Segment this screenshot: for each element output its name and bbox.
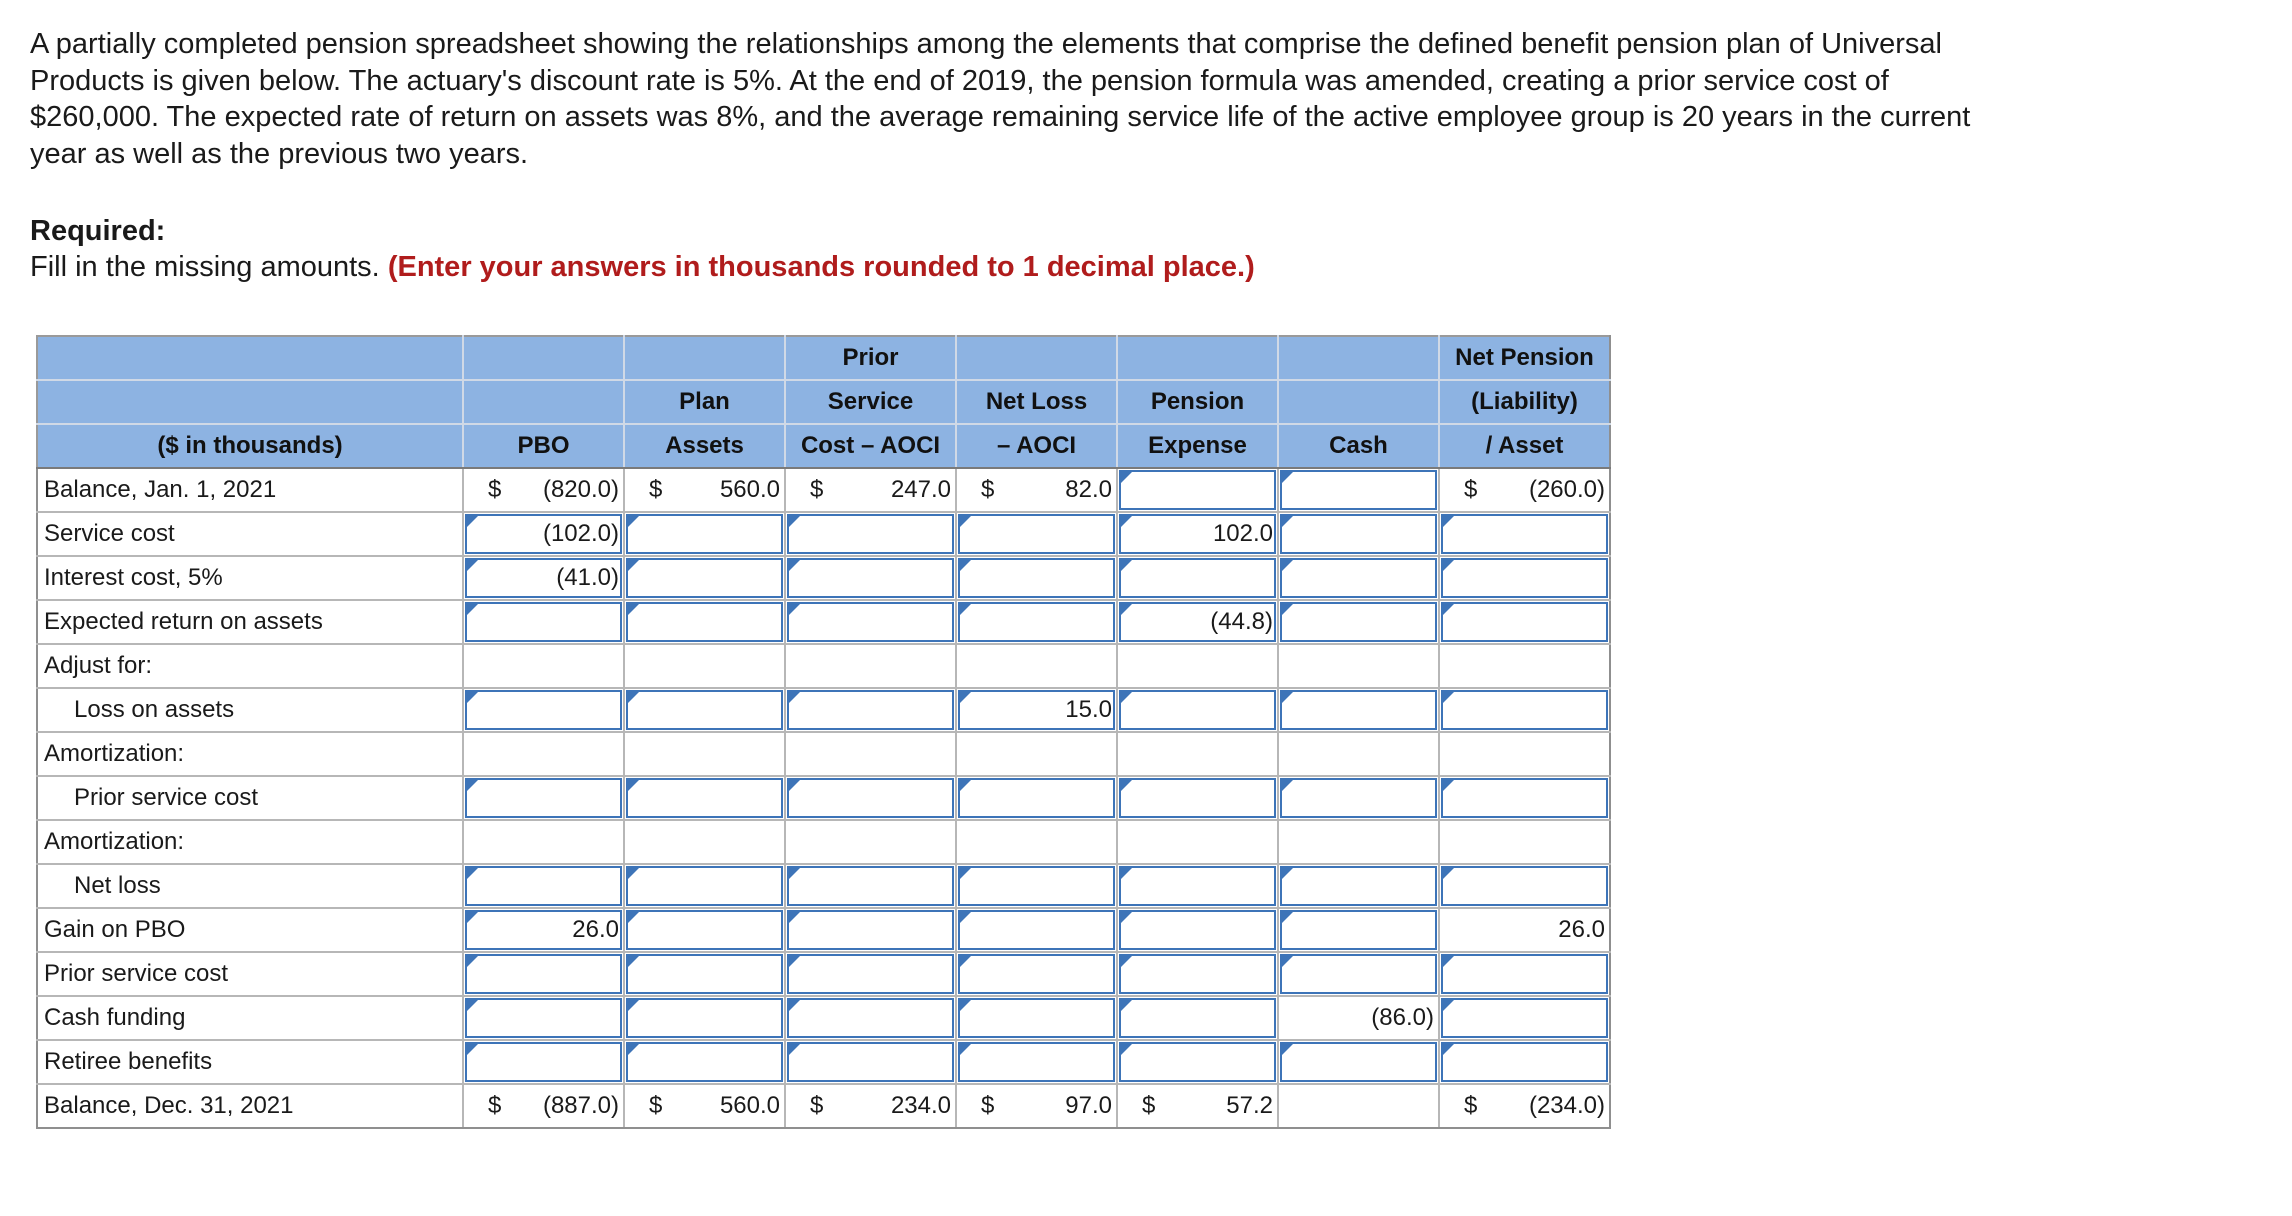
- answer-input[interactable]: [465, 866, 622, 906]
- row-service-cost: [37, 512, 1610, 556]
- header-net-line2: (Liability): [1439, 380, 1610, 424]
- cell-net-pension: [1439, 996, 1610, 1040]
- cell-value: 560.0: [719, 476, 780, 503]
- dollar-sign: $: [810, 476, 824, 503]
- cell-plan-assets: [624, 1040, 785, 1084]
- cell-value: (260.0): [1528, 476, 1605, 503]
- cell-net-loss: [956, 864, 1117, 908]
- cell-value: 26.0: [1558, 916, 1605, 943]
- cell-net-pension: [1439, 1084, 1610, 1128]
- cell-psc: [785, 688, 956, 732]
- row-balance-jan: [37, 468, 1610, 512]
- answer-input[interactable]: [1280, 910, 1437, 950]
- row-label: Loss on assets: [37, 688, 463, 732]
- required-instruction: [30, 249, 1255, 285]
- cell-empty: [463, 644, 624, 688]
- header-row-1: [37, 336, 1610, 380]
- cell-value: (234.0): [1528, 1092, 1605, 1119]
- cell-expense: [1117, 1040, 1278, 1084]
- row-interest-cost: [37, 556, 1610, 600]
- cell-empty: [624, 644, 785, 688]
- cell-pbo: [463, 688, 624, 732]
- answer-input[interactable]: [626, 558, 783, 598]
- row-loss-on-assets: [37, 688, 1610, 732]
- answer-input[interactable]: [958, 778, 1115, 818]
- cell-plan-assets: [624, 996, 785, 1040]
- answer-input[interactable]: [1119, 998, 1276, 1038]
- dollar-sign: $: [1464, 1092, 1478, 1119]
- dollar-sign: $: [1464, 476, 1478, 503]
- row-net-loss-amortization: [37, 864, 1610, 908]
- cell-pbo: [463, 864, 624, 908]
- cell-value: (41.0): [556, 564, 619, 591]
- answer-input[interactable]: [1119, 470, 1276, 510]
- cell-expense: [1117, 908, 1278, 952]
- cell-net-pension: [1439, 512, 1610, 556]
- cell-pbo: [463, 468, 624, 512]
- answer-input[interactable]: [626, 954, 783, 994]
- answer-input[interactable]: [1280, 514, 1437, 554]
- cell-value: (86.0): [1371, 1004, 1434, 1031]
- cell-pbo: [463, 996, 624, 1040]
- answer-input[interactable]: [1119, 910, 1276, 950]
- cell-empty: [785, 820, 956, 864]
- cell-pbo: [463, 600, 624, 644]
- cell-empty: [1117, 820, 1278, 864]
- answer-input[interactable]: [1119, 1042, 1276, 1082]
- dollar-sign: $: [488, 1092, 502, 1119]
- header-net-line1: Net Pension: [1439, 336, 1610, 380]
- answer-input[interactable]: [1441, 514, 1608, 554]
- answer-input[interactable]: [626, 778, 783, 818]
- cell-psc: [785, 952, 956, 996]
- cell-plan-assets: [624, 776, 785, 820]
- cell-empty: [785, 644, 956, 688]
- answer-input[interactable]: [1280, 470, 1437, 510]
- answer-input[interactable]: [465, 602, 622, 642]
- dollar-sign: $: [981, 1092, 995, 1119]
- row-retiree-benefits: [37, 1040, 1610, 1084]
- cell-expense: [1117, 468, 1278, 512]
- header-row-3: [37, 424, 1610, 468]
- cell-value: 82.0: [1065, 476, 1112, 503]
- cell-empty: [956, 820, 1117, 864]
- header-expense-line2: Expense: [1117, 424, 1278, 468]
- row-label: Expected return on assets: [37, 600, 463, 644]
- row-label: Retiree benefits: [37, 1040, 463, 1084]
- dollar-sign: $: [488, 476, 502, 503]
- cell-empty: [1439, 644, 1610, 688]
- row-label: Cash funding: [37, 996, 463, 1040]
- header-cell: [37, 380, 463, 424]
- dollar-sign: $: [1142, 1092, 1156, 1119]
- answer-input[interactable]: [1119, 690, 1276, 730]
- answer-input[interactable]: [465, 954, 622, 994]
- header-net-line3: / Asset: [1439, 424, 1610, 468]
- cell-psc: [785, 468, 956, 512]
- answer-input[interactable]: [787, 998, 954, 1038]
- cell-value: (820.0): [542, 476, 619, 503]
- row-label: Service cost: [37, 512, 463, 556]
- answer-input[interactable]: [1441, 998, 1608, 1038]
- answer-input[interactable]: [1119, 954, 1276, 994]
- row-label: Prior service cost: [37, 952, 463, 996]
- answer-input[interactable]: [465, 998, 622, 1038]
- cell-value: 560.0: [719, 1092, 780, 1119]
- cell-empty: [956, 644, 1117, 688]
- cell-cash: [1278, 952, 1439, 996]
- answer-input[interactable]: [1280, 690, 1437, 730]
- header-cell: [1278, 380, 1439, 424]
- answer-input[interactable]: [1441, 602, 1608, 642]
- answer-input[interactable]: [626, 866, 783, 906]
- row-prior-service-cost-amortization: [37, 776, 1610, 820]
- cell-net-loss: [956, 556, 1117, 600]
- answer-input[interactable]: [626, 1042, 783, 1082]
- cell-plan-assets: [624, 952, 785, 996]
- dollar-sign: $: [649, 1092, 663, 1119]
- cell-cash: [1278, 908, 1439, 952]
- required-text: Fill in the missing amounts.: [30, 251, 380, 283]
- row-adjust-for: [37, 644, 1610, 688]
- cell-empty: [1439, 732, 1610, 776]
- dollar-sign: $: [981, 476, 995, 503]
- cell-psc: [785, 556, 956, 600]
- header-cell: [463, 336, 624, 380]
- header-pbo: PBO: [463, 424, 624, 468]
- header-cell: [463, 380, 624, 424]
- cell-value: (887.0): [542, 1092, 619, 1119]
- row-label: Gain on PBO: [37, 908, 463, 952]
- cell-plan-assets: [624, 864, 785, 908]
- cell-empty: [956, 732, 1117, 776]
- answer-input[interactable]: [465, 690, 622, 730]
- answer-input[interactable]: [787, 954, 954, 994]
- header-psc-line1: Prior: [785, 336, 956, 380]
- cell-value: 97.0: [1065, 1092, 1112, 1119]
- cell-pbo: [463, 952, 624, 996]
- answer-input[interactable]: [1280, 778, 1437, 818]
- cell-value: (102.0): [542, 520, 619, 547]
- answer-input[interactable]: [958, 558, 1115, 598]
- cell-empty: [1278, 732, 1439, 776]
- cell-net-pension: [1439, 600, 1610, 644]
- row-gain-on-pbo: [37, 908, 1610, 952]
- cell-cash: [1278, 600, 1439, 644]
- cell-pbo: [463, 1084, 624, 1128]
- header-row-2: [37, 380, 1610, 424]
- answer-input[interactable]: [958, 602, 1115, 642]
- header-netloss-line1: Net Loss: [956, 380, 1117, 424]
- answer-input[interactable]: [1119, 778, 1276, 818]
- cell-net-pension: [1439, 908, 1610, 952]
- cell-cash: [1278, 864, 1439, 908]
- cell-empty: [624, 732, 785, 776]
- cell-cash: [1278, 468, 1439, 512]
- answer-input[interactable]: [1280, 558, 1437, 598]
- answer-input[interactable]: [787, 778, 954, 818]
- cell-plan-assets: [624, 600, 785, 644]
- answer-input[interactable]: [958, 1042, 1115, 1082]
- cell-expense: [1117, 996, 1278, 1040]
- required-note: (Enter your answers in thousands rounded to 1 decimal place.): [387, 251, 1255, 283]
- cell-empty: [1117, 644, 1278, 688]
- cell-expense: [1117, 776, 1278, 820]
- cell-expense: [1117, 688, 1278, 732]
- pension-spreadsheet: [36, 335, 1611, 1129]
- cell-net-loss: [956, 908, 1117, 952]
- cell-net-loss: [956, 996, 1117, 1040]
- cell-empty: [1278, 820, 1439, 864]
- row-label: Adjust for:: [37, 644, 463, 688]
- cell-value: (44.8): [1210, 608, 1273, 635]
- answer-input[interactable]: [1441, 954, 1608, 994]
- cell-pbo: [463, 556, 624, 600]
- cell-pbo: [463, 1040, 624, 1084]
- answer-input[interactable]: [1280, 866, 1437, 906]
- cell-expense: [1117, 864, 1278, 908]
- cell-net-pension: [1439, 556, 1610, 600]
- answer-input[interactable]: [1441, 690, 1608, 730]
- cell-expense: [1117, 1084, 1278, 1128]
- row-label: Amortization:: [37, 732, 463, 776]
- header-expense-line1: Pension: [1117, 380, 1278, 424]
- cell-expense: [1117, 512, 1278, 556]
- cell-plan-assets: [624, 556, 785, 600]
- answer-input[interactable]: [787, 690, 954, 730]
- answer-input[interactable]: [1280, 1042, 1437, 1082]
- cell-net-loss: [956, 776, 1117, 820]
- cell-pbo: [463, 776, 624, 820]
- row-prior-service-cost: [37, 952, 1610, 996]
- answer-input[interactable]: [787, 866, 954, 906]
- cell-psc: [785, 864, 956, 908]
- answer-input[interactable]: [787, 910, 954, 950]
- answer-input[interactable]: [1441, 778, 1608, 818]
- cell-value: 15.0: [1065, 696, 1112, 723]
- cell-plan-assets: [624, 468, 785, 512]
- row-label: Net loss: [37, 864, 463, 908]
- header-psc-line2: Service: [785, 380, 956, 424]
- cell-value: 102.0: [1212, 520, 1273, 547]
- cell-net-loss: [956, 468, 1117, 512]
- cell-plan-assets: [624, 512, 785, 556]
- header-cell: [1117, 336, 1278, 380]
- cell-cash: [1278, 776, 1439, 820]
- cell-net-pension: [1439, 776, 1610, 820]
- answer-input[interactable]: [1441, 866, 1608, 906]
- answer-input[interactable]: [1441, 558, 1608, 598]
- cell-pbo: [463, 908, 624, 952]
- answer-input[interactable]: [626, 602, 783, 642]
- answer-input[interactable]: [787, 602, 954, 642]
- row-cash-funding: [37, 996, 1610, 1040]
- cell-net-pension: [1439, 864, 1610, 908]
- answer-input[interactable]: [958, 998, 1115, 1038]
- header-cell: [956, 336, 1117, 380]
- row-label: Amortization:: [37, 820, 463, 864]
- cell-cash: [1278, 996, 1439, 1040]
- answer-input[interactable]: [626, 998, 783, 1038]
- answer-input[interactable]: [958, 866, 1115, 906]
- answer-input[interactable]: [958, 514, 1115, 554]
- header-plan-assets-line1: Plan: [624, 380, 785, 424]
- cell-net-loss: [956, 600, 1117, 644]
- row-amortization-2: [37, 820, 1610, 864]
- header-cell: [1278, 336, 1439, 380]
- answer-input[interactable]: [465, 778, 622, 818]
- cell-value: 57.2: [1226, 1092, 1273, 1119]
- cell-cash: [1278, 556, 1439, 600]
- answer-input[interactable]: [1119, 558, 1276, 598]
- cell-cash: [1278, 688, 1439, 732]
- problem-intro: A partially completed pension spreadsheet showing the relationships among the elements that comprise the defined benefit pension plan of Universal Products is given below. The actuary's discount rate is 5%. At the end of 2019, the pension formula was amended, creating a prior service cost of $260,000. The expected rate of return on assets was 8%, and the average remaining service life of the active employee group is 20 years in the current year as well as the previous two years.: [30, 28, 1971, 170]
- cell-empty: [624, 820, 785, 864]
- answer-input[interactable]: [626, 910, 783, 950]
- cell-psc: [785, 512, 956, 556]
- cell-empty: [463, 732, 624, 776]
- answer-input[interactable]: [626, 690, 783, 730]
- cell-value: 247.0: [890, 476, 951, 503]
- cell-expense: [1117, 600, 1278, 644]
- dollar-sign: $: [810, 1092, 824, 1119]
- header-cell: [624, 336, 785, 380]
- cell-net-pension: [1439, 1040, 1610, 1084]
- dollar-sign: $: [649, 476, 663, 503]
- cell-psc: [785, 1040, 956, 1084]
- cell-empty: [785, 732, 956, 776]
- cell-value: 26.0: [572, 916, 619, 943]
- row-label: Balance, Dec. 31, 2021: [37, 1084, 463, 1128]
- row-balance-dec: [37, 1084, 1610, 1128]
- cell-net-pension: [1439, 468, 1610, 512]
- row-label: Interest cost, 5%: [37, 556, 463, 600]
- cell-net-loss: [956, 1084, 1117, 1128]
- cell-empty: [1278, 644, 1439, 688]
- row-amortization-1: [37, 732, 1610, 776]
- cell-empty: [1117, 732, 1278, 776]
- answer-input[interactable]: [958, 954, 1115, 994]
- header-netloss-line2: – AOCI: [956, 424, 1117, 468]
- cell-psc: [785, 1084, 956, 1128]
- cell-expense: [1117, 952, 1278, 996]
- cell-plan-assets: [624, 908, 785, 952]
- cell-net-loss: [956, 952, 1117, 996]
- cell-net-loss: [956, 1040, 1117, 1084]
- cell-psc: [785, 776, 956, 820]
- cell-net-loss: [956, 512, 1117, 556]
- header-label-col: ($ in thousands): [37, 424, 463, 468]
- cell-empty: [463, 820, 624, 864]
- header-cash: Cash: [1278, 424, 1439, 468]
- answer-input[interactable]: [465, 1042, 622, 1082]
- cell-net-loss: [956, 688, 1117, 732]
- cell-plan-assets: [624, 688, 785, 732]
- cell-plan-assets: [624, 1084, 785, 1128]
- cell-net-pension: [1439, 688, 1610, 732]
- cell-value: 234.0: [890, 1092, 951, 1119]
- row-label: Balance, Jan. 1, 2021: [37, 468, 463, 512]
- answer-input[interactable]: [1441, 1042, 1608, 1082]
- cell-net-pension: [1439, 952, 1610, 996]
- cell-psc: [785, 600, 956, 644]
- cell-psc: [785, 908, 956, 952]
- answer-input[interactable]: [787, 1042, 954, 1082]
- cell-psc: [785, 996, 956, 1040]
- answer-input[interactable]: [1280, 602, 1437, 642]
- answer-input[interactable]: [1119, 866, 1276, 906]
- header-cell: [37, 336, 463, 380]
- cell-cash: [1278, 1040, 1439, 1084]
- answer-input[interactable]: [787, 514, 954, 554]
- row-label: Prior service cost: [37, 776, 463, 820]
- answer-input[interactable]: [958, 910, 1115, 950]
- cell-empty: [1439, 820, 1610, 864]
- answer-input[interactable]: [626, 514, 783, 554]
- row-expected-return: [37, 600, 1610, 644]
- header-psc-line3: Cost – AOCI: [785, 424, 956, 468]
- header-plan-assets-line2: Assets: [624, 424, 785, 468]
- answer-input[interactable]: [1280, 954, 1437, 994]
- required-heading: Required:: [30, 215, 166, 247]
- cell-pbo: [463, 512, 624, 556]
- cell-cash: [1278, 1084, 1439, 1128]
- answer-input[interactable]: [787, 558, 954, 598]
- cell-cash: [1278, 512, 1439, 556]
- cell-expense: [1117, 556, 1278, 600]
